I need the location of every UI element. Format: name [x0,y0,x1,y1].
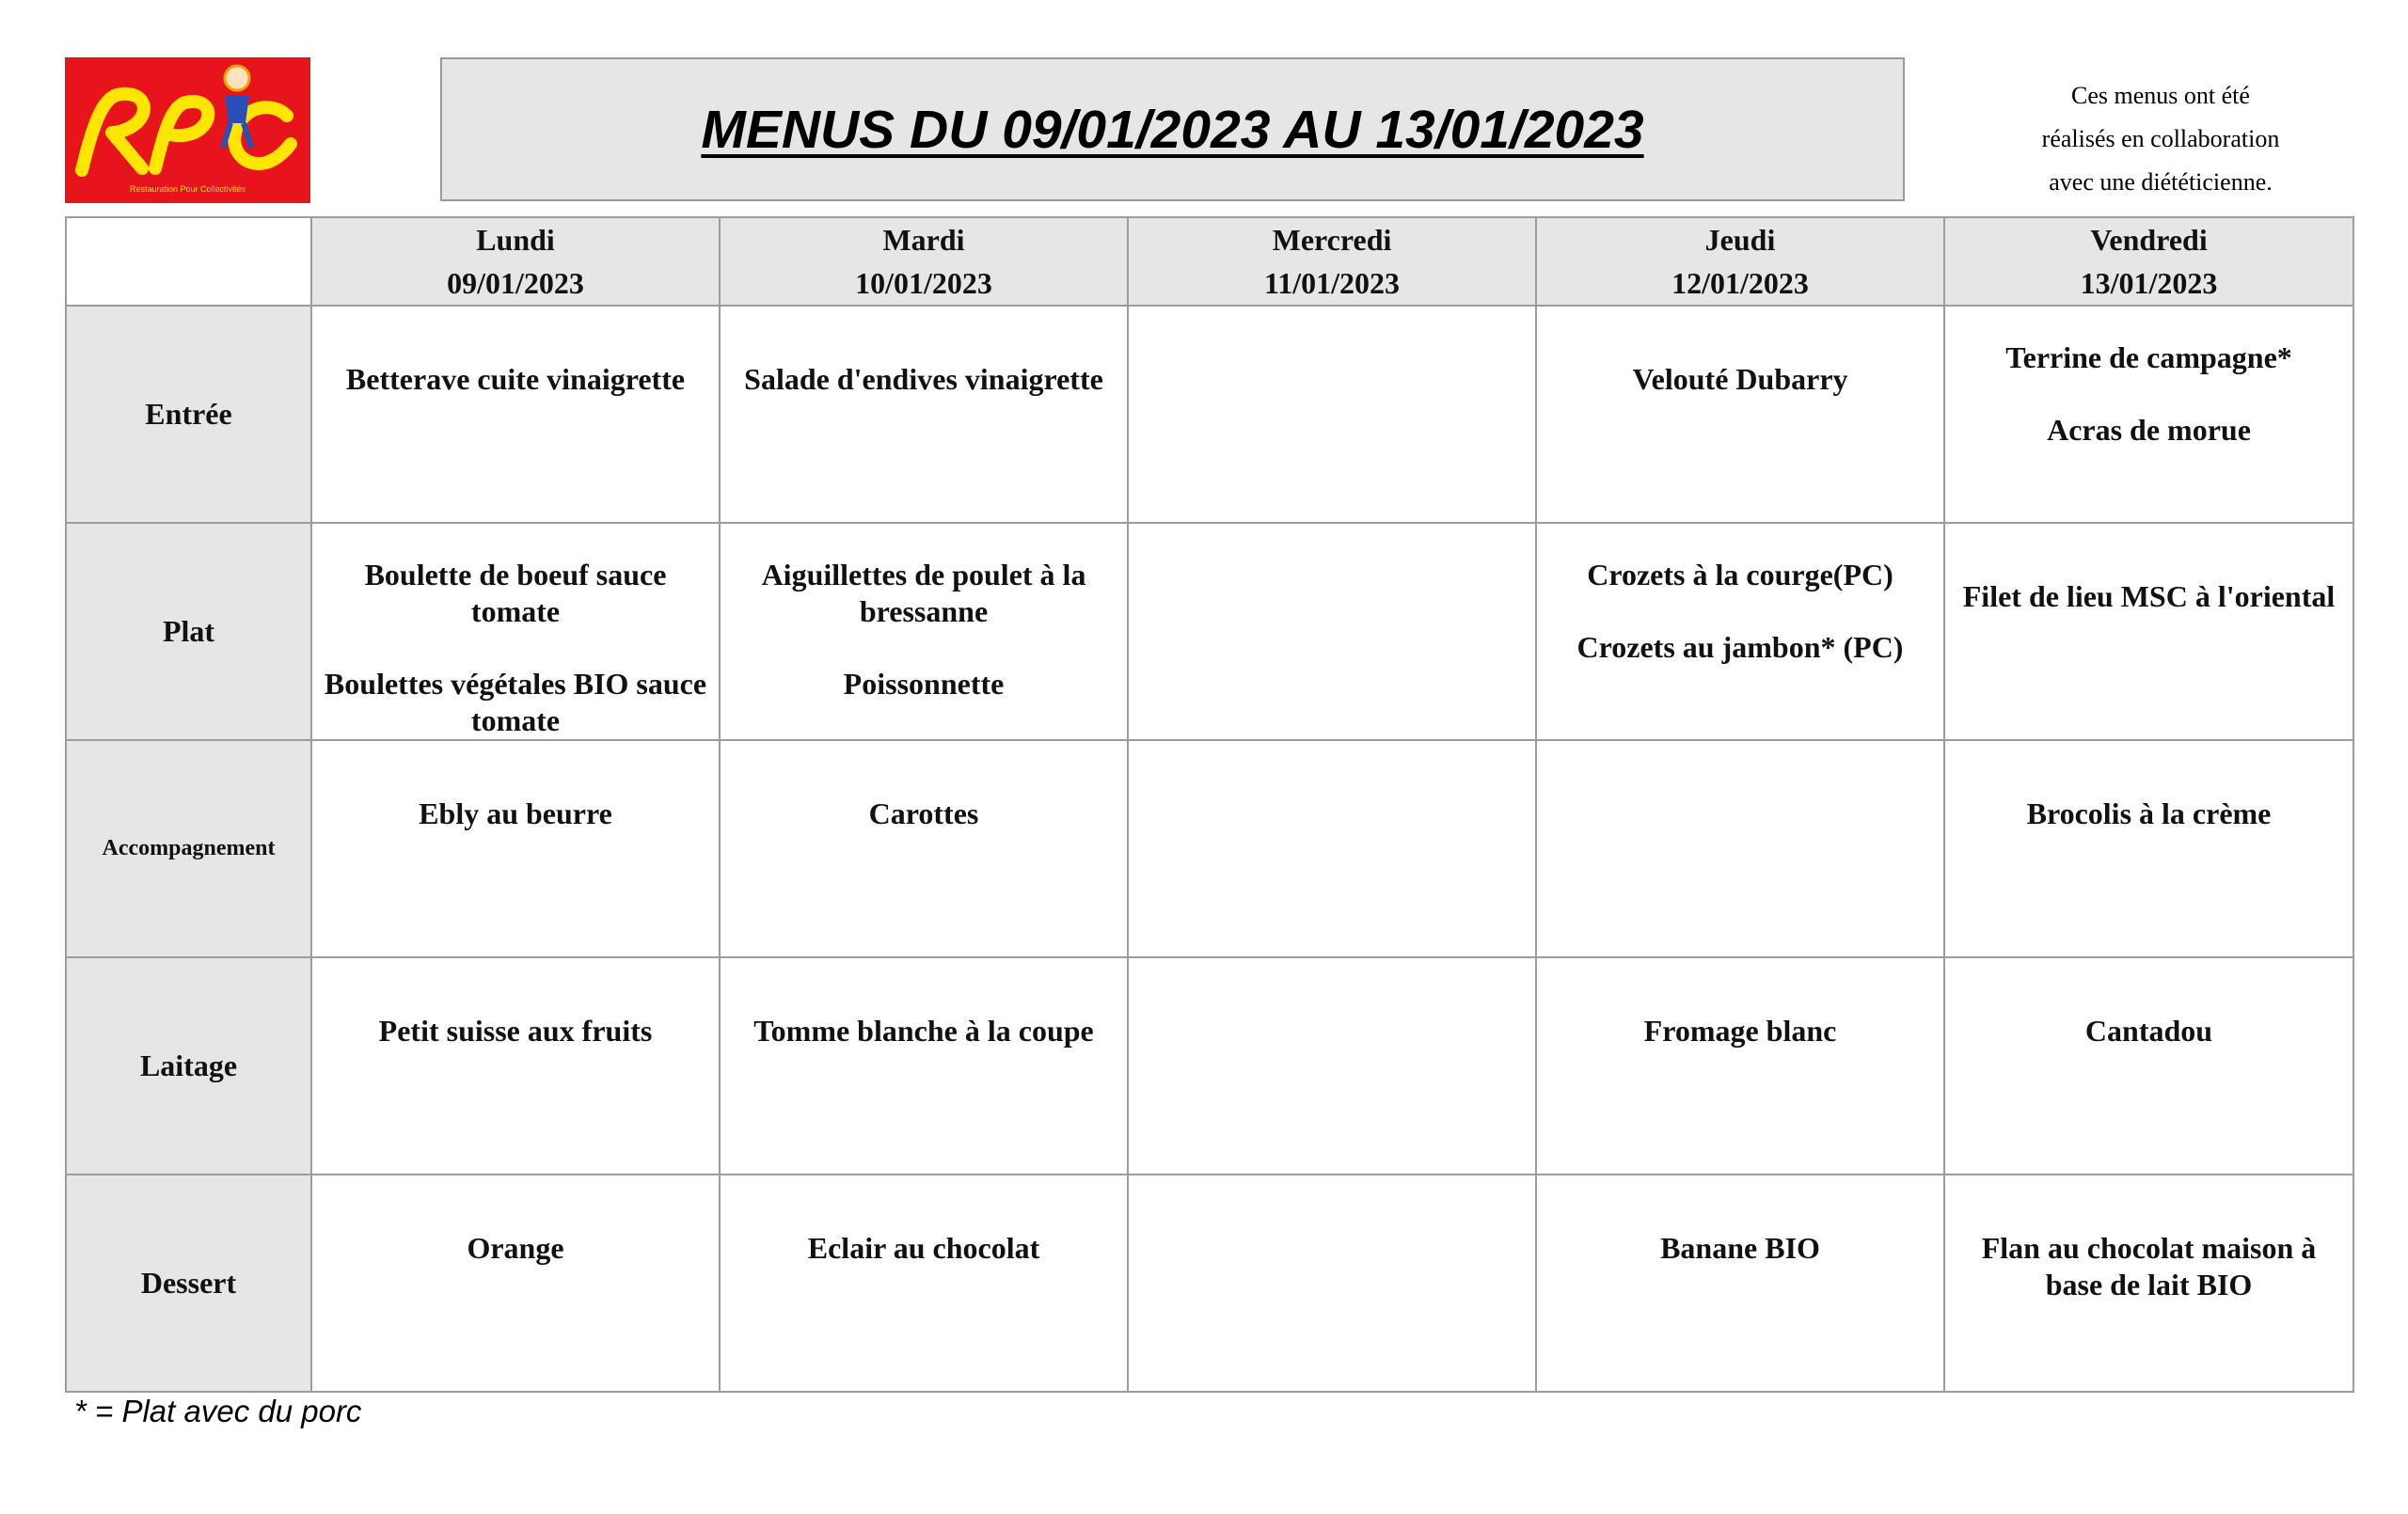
menu-cell-empty [1128,957,1536,1175]
menu-cell: Brocolis à la crème [1944,740,2353,957]
menu-cell: Terrine de campagne* Acras de morue [1944,306,2353,523]
pork-footnote: * = Plat avec du porc [74,1394,362,1428]
row-plat [66,523,2353,740]
menu-table [65,216,2354,1393]
menu-cell: Orange [311,1175,720,1392]
corner-cell [66,217,311,306]
row-label-laitage: Laitage [66,957,311,1175]
note-line: réalisés en collaboration [2041,125,2280,152]
menu-cell: Flan au chocolat maison à base de lait BIO [1944,1175,2353,1392]
dietitian-note [1958,74,2363,204]
menu-cell: Salade d'endives vinaigrette [720,306,1128,523]
menu-cell: Petit suisse aux fruits [311,957,720,1175]
day-header-friday: Vendredi 13/01/2023 [1944,217,2353,306]
menu-cell: Tomme blanche à la coupe [720,957,1128,1175]
title-box [440,57,1905,201]
menu-cell: Fromage blanc [1536,957,1944,1175]
row-entree [66,306,2353,523]
menu-cell: Aiguillettes de poulet à la bressanne Poissonnette [720,523,1128,740]
page-title: MENUS DU 09/01/2023 AU 13/01/2023 [701,99,1644,160]
row-label-accompagnement: Accompagnement [66,740,311,957]
day-header-tuesday: Mardi 10/01/2023 [720,217,1128,306]
row-label-entree: Entrée [66,306,311,523]
menu-cell: Carottes [720,740,1128,957]
menu-cell-empty [1128,306,1536,523]
menu-cell-empty [1128,523,1536,740]
row-label-dessert: Dessert [66,1175,311,1392]
rpc-logo [65,57,310,203]
note-line: avec une diététicienne. [2049,168,2273,196]
menu-cell: Betterave cuite vinaigrette [311,306,720,523]
menu-cell-empty [1128,1175,1536,1392]
menu-cell: Filet de lieu MSC à l'oriental [1944,523,2353,740]
day-header-row [66,217,2353,306]
day-header-wednesday: Mercredi 11/01/2023 [1128,217,1536,306]
menu-cell-empty [1536,740,1944,957]
menu-cell-empty [1128,740,1536,957]
menu-cell: Crozets à la courge(PC) Crozets au jambon* (PC) [1536,523,1944,740]
menu-cell: Eclair au chocolat [720,1175,1128,1392]
logo-tagline: Restauration Pour Collectivités [129,184,246,194]
row-laitage [66,957,2353,1175]
day-header-thursday: Jeudi 12/01/2023 [1536,217,1944,306]
row-dessert [66,1175,2353,1392]
row-accompagnement [66,740,2353,957]
note-line: Ces menus ont été [2071,82,2250,109]
day-header-monday: Lundi 09/01/2023 [311,217,720,306]
menu-cell: Banane BIO [1536,1175,1944,1392]
row-label-plat: Plat [66,523,311,740]
menu-cell: Velouté Dubarry [1536,306,1944,523]
menu-cell: Cantadou [1944,957,2353,1175]
rpc-logo-graphic [65,57,310,203]
menu-cell: Boulette de boeuf sauce tomate Boulettes végétales BIO sauce tomate [311,523,720,740]
menu-cell: Ebly au beurre [311,740,720,957]
